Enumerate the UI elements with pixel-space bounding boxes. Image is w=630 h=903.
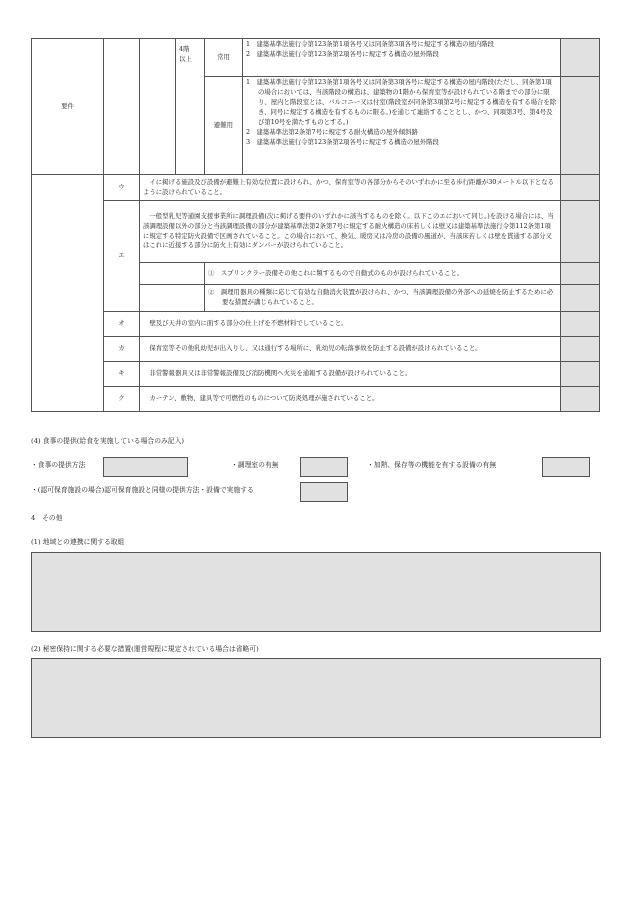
evacuation-item: 1 建築基準法施行令第123条第1項各号又は同条第3項各号に規定する構造の屋内階段(ただし、同条第1項の場合においては、当該階段の構造は、建築物の1階から保育室等が設けられている階までの部分に限り、屋内と階段室とは、バルコニー又は付室(階段室が同条第3項第2号に規定する構造を有する場合を除き、同号に規定する構造を有するものに限る。)を通じて連絡することとし、かつ、同項第3号、第4号及び第10号を満たすものとする。) — [246, 78, 557, 126]
row-text-ka: 保育室等その他乳幼児が出入りし、又は通行する場所に、乳幼児の転落事故を防止する設備が設けられていること。 — [140, 337, 561, 362]
check-field[interactable] — [561, 285, 600, 312]
certified-label: ・(認可保育施設の場合)認可保育施設と同様の提供方法・設備で実施する — [31, 486, 254, 494]
row-text-ku: カーテン、敷物、建具等で可燃性のものについて防炎処理が施されていること。 — [140, 387, 561, 412]
row-mark-ka: カ — [104, 337, 140, 362]
row-mark-ki: キ — [104, 362, 140, 387]
evacuation-item: 2 建築基準法第2条第7号に規定する耐火構造の屋外傾斜路 — [246, 127, 418, 136]
check-field[interactable] — [561, 362, 600, 387]
requirements-table — [31, 38, 600, 412]
row-sub1-e: ① スプリンクラー設備その他これに類するもので自動式のものが設けられていること。 — [205, 263, 561, 285]
meal-method-label: ・食事の提供方法 — [31, 461, 86, 469]
blank-cell — [32, 175, 104, 412]
blank-cell — [140, 39, 176, 175]
heating-field[interactable] — [542, 457, 590, 477]
community-label: (1) 地域との連携に関する取組 — [31, 538, 125, 546]
requirement-label: 要件 — [32, 39, 104, 175]
check-field[interactable] — [561, 175, 600, 201]
normal-label: 常用 — [205, 39, 243, 77]
normal-item: 1 建築基準法施行令第123条第1項各号又は同条第3項各号に規定する構造の屋内階段 — [246, 40, 495, 48]
blank-cell — [140, 263, 205, 285]
meal-method-field[interactable] — [103, 457, 188, 477]
confidentiality-label: (2) 秘密保持に関する必要な措置(運営規程に規定されている場合は省略可) — [31, 645, 259, 653]
check-field[interactable] — [561, 263, 600, 285]
check-field[interactable] — [561, 337, 600, 362]
heating-label: ・加熱、保存等の機能を有する設備の有無 — [367, 461, 497, 469]
evacuation-label: 避難用 — [205, 77, 243, 175]
blank-cell — [140, 285, 205, 312]
row-text-u: イに掲げる施設及び設備が避難上有効な位置に設けられ、かつ、保育室等の各部分からそのいずれかに至る歩行距離が30メートル以下となるように設けられていること。 — [140, 175, 561, 201]
row-mark-o: オ — [104, 312, 140, 337]
blank-cell — [104, 39, 140, 175]
other-heading: 4 その他 — [31, 514, 63, 522]
normal-items — [243, 39, 561, 77]
check-field[interactable] — [561, 39, 600, 77]
floor-label: 4階 以上 — [176, 39, 205, 175]
row-text-o: 壁及び天井の室内に面する部分の仕上げを不燃材料でしていること。 — [140, 312, 561, 337]
row-mark-e: エ — [104, 201, 140, 312]
row-text-e: 一般型乳児等通園支援事業所に調理設備(次に掲げる要件のいずれかに該当するものを除く。以下このエにおいて同じ。)を設ける場合には、当該調理設備以外の部分と当該調理設備の部分が建築基準法第2条第7号に規定する耐火構造の床若しくは壁又は建築基準法施行令第112条第1項に規定する特定防火設備で区画されていること。この場合において、換気、暖房又は冷房の設備の風道が、当該床若しくは壁を貫通する部分又はこれに近接する部分に防火上有効にダンパーが設けられていること。 — [140, 201, 561, 263]
meals-heading: (4) 食事の提供(給食を実施している場合のみ記入) — [31, 437, 185, 445]
row-sub2-e: ② 調理用器具の種類に応じて有効な自動消火装置が設けられ、かつ、当該調理設備の外部への延焼を防止するために必要な措置が講じられていること。 — [205, 285, 561, 312]
check-field[interactable] — [561, 312, 600, 337]
row-text-ki: 非常警報器具又は非常警報設備及び消防機関へ火災を通報する設備が設けられていること。 — [140, 362, 561, 387]
check-field[interactable] — [561, 201, 600, 263]
kitchen-label: ・調理室の有無 — [231, 461, 279, 469]
row-mark-ku: ク — [104, 387, 140, 412]
community-textarea[interactable] — [31, 552, 601, 632]
kitchen-field[interactable] — [300, 457, 348, 477]
evacuation-items — [243, 77, 561, 175]
row-mark-u: ウ — [104, 175, 140, 201]
certified-field[interactable] — [300, 482, 348, 502]
normal-item: 2 建築基準法施行令第123条第2項各号に規定する構造の屋外階段 — [246, 49, 439, 58]
confidentiality-textarea[interactable] — [31, 658, 601, 738]
evacuation-item: 3 建築基準法施行令第123条第2項各号に規定する構造の屋外階段 — [246, 137, 439, 146]
check-field[interactable] — [561, 77, 600, 175]
check-field[interactable] — [561, 387, 600, 412]
